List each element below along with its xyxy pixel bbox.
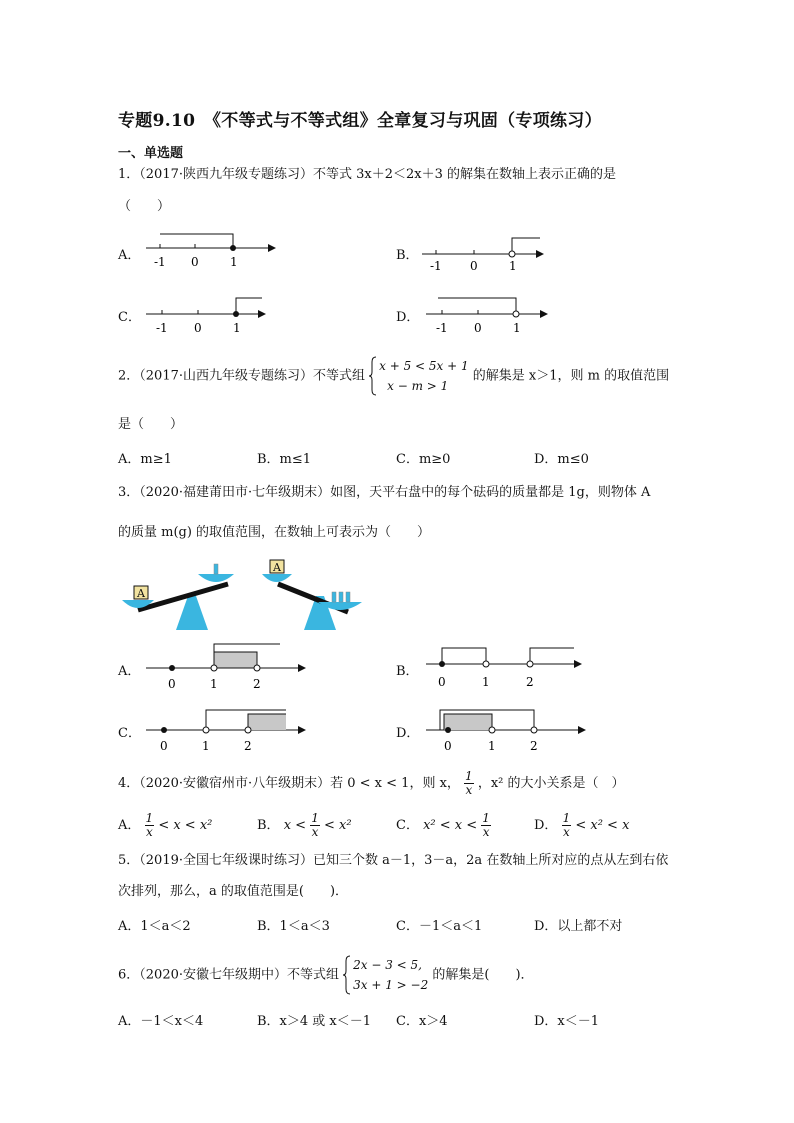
option-letter: C． (396, 818, 419, 833)
q5-line-2: 次排列，那么，a 的取值范围是( )． (118, 884, 349, 899)
q1-option-c-numberline (140, 292, 270, 336)
option-letter: A． (118, 818, 141, 833)
shaded-interval (214, 652, 257, 668)
tick-label: 0 (474, 321, 482, 335)
right-pan (198, 574, 234, 582)
open-point (509, 251, 515, 257)
q6-option-c: C．x＞4 (396, 1014, 448, 1029)
tick-label: -1 (154, 255, 166, 269)
open-point (489, 727, 495, 733)
q5-option-b: B．1＜a＜3 (257, 919, 330, 934)
option-math: < x² (323, 818, 352, 833)
q2-line-2: 是（ ） (118, 417, 184, 432)
q4-option-d (534, 812, 629, 839)
q1-option-d-label: D． (396, 310, 420, 325)
q3-option-c-numberline (140, 700, 310, 756)
q3-line-2: 的质量 m(g) 的取值范围，在数轴上可表示为（ ） (118, 525, 431, 540)
tick-label: 0 (191, 255, 199, 269)
option-letter: D． (534, 818, 558, 833)
tick-label: 0 (438, 675, 446, 689)
q6-inequality-system (343, 955, 428, 995)
open-point (513, 311, 519, 317)
weight (339, 592, 343, 602)
q2-system-line-2: x − m > 1 (387, 379, 449, 393)
section-heading: 一、单选题 (118, 146, 184, 161)
q1-blank: （ ） (118, 199, 171, 214)
solution-bracket (438, 298, 516, 314)
q1-option-d-numberline (418, 292, 552, 336)
q1-option-c-label: C． (118, 310, 141, 325)
brace-icon (343, 955, 351, 995)
q4-fraction (464, 770, 474, 797)
tick-label: 2 (526, 675, 534, 689)
left-balance (122, 564, 234, 630)
solution-bracket (530, 648, 574, 664)
q6-suffix: 的解集是( )． (432, 967, 534, 983)
q1-stem: 1．（2017·陕西九年级专题练习）不等式 3x＋2＜2x＋3 的解集在数轴上表示正确的是 (118, 167, 616, 182)
solution-bracket (512, 238, 540, 254)
open-point (254, 665, 260, 671)
tick-label: -1 (156, 321, 168, 335)
tick-label: 0 (194, 321, 202, 335)
tick-label: 2 (253, 677, 261, 691)
q6-prefix: 6．（2020·安徽七年级期中）不等式组 (118, 967, 339, 983)
q3-option-b-label: B． (396, 664, 419, 679)
option-math: < x² < x (575, 818, 630, 833)
tick-label: 1 (202, 739, 210, 753)
q4-prefix: 4．（2020·安徽宿州市·八年级期末）若 0 < x < 1，则 x， (118, 776, 460, 791)
fraction-denominator: x (465, 783, 473, 797)
solution-bracket (214, 644, 280, 652)
axis-arrow (540, 310, 548, 318)
solid-point (233, 311, 239, 317)
axis-arrow (536, 250, 544, 258)
q6-option-b: B．x＞4 或 x＜－1 (257, 1014, 372, 1029)
q4-option-a (118, 812, 212, 839)
axis-arrow (298, 726, 306, 734)
tick-label: 2 (244, 739, 252, 753)
q6-system-line-2: 3x + 1 > −2 (353, 978, 429, 992)
q2-stem (118, 356, 669, 396)
q6-option-d: D．x＜－1 (534, 1014, 600, 1029)
tick-label: 1 (210, 677, 218, 691)
weight (332, 592, 336, 602)
left-pan (262, 574, 292, 582)
solid-point (161, 727, 167, 733)
fraction: $\frac{1}{x}$ (482, 811, 490, 839)
solution-bracket (442, 648, 486, 664)
option-math: x < (283, 818, 311, 833)
q4-option-c (396, 812, 491, 839)
q3-line-1: 3．（2020·福建莆田市·七年级期末）如图，天平右盘中的每个砝码的质量都是 1g，则物体 A (118, 485, 651, 500)
tick-label: 1 (233, 321, 241, 335)
fraction: $\frac{1}{x}$ (145, 811, 154, 839)
q6-system-line-1: 2x − 3 < 5, (353, 958, 422, 972)
q1-option-a-label: A． (118, 248, 141, 263)
tick-label: 0 (470, 259, 478, 272)
object-a-label: A (273, 561, 281, 574)
weight (214, 564, 218, 574)
q2-prefix: 2．（2017·山西九年级专题练习）不等式组 (118, 368, 365, 384)
axis-arrow (574, 660, 582, 668)
tick-label: 1 (482, 675, 490, 689)
q5-option-c: C．－1＜a＜1 (396, 919, 483, 934)
q4-stem (118, 770, 625, 797)
open-point (527, 661, 533, 667)
option-math: < x < x² (158, 818, 213, 833)
tick-label: 1 (513, 321, 521, 335)
open-point (531, 727, 537, 733)
brace-icon (369, 356, 377, 396)
q6-option-a: A．－1＜x＜4 (118, 1014, 204, 1029)
q2-option-b: B．m≤1 (257, 452, 312, 467)
axis-arrow (258, 310, 266, 318)
tick-label: 1 (509, 259, 517, 272)
balance-beam (138, 584, 228, 610)
tick-label: 1 (488, 739, 496, 753)
q2-option-d: D．m≤0 (534, 452, 589, 467)
open-point (203, 727, 209, 733)
fraction-numerator: 1 (465, 769, 473, 783)
open-point (245, 727, 251, 733)
solid-point (230, 245, 236, 251)
right-balance (262, 560, 362, 630)
open-point (483, 661, 489, 667)
axis-arrow (298, 664, 306, 672)
q3-option-d-numberline (420, 700, 590, 756)
solid-point (169, 665, 175, 671)
page-title: 专题9.10 《不等式与不等式组》全章复习与巩固（专项练习） (118, 111, 602, 131)
q5-option-a: A．1＜a＜2 (118, 919, 191, 934)
q3-option-a-numberline (140, 640, 310, 696)
weight (346, 592, 350, 602)
q5-option-d: D．以上都不对 (534, 919, 623, 934)
q2-option-c: C．m≥0 (396, 452, 451, 467)
tick-label: 0 (160, 739, 168, 753)
q2-system-line-1: x + 5 < 5x + 1 (379, 359, 469, 373)
tick-label: 0 (168, 677, 176, 691)
q1-option-a-numberline (140, 228, 280, 272)
balance-scale-illustration (118, 556, 368, 632)
q2-inequality-system (369, 356, 469, 396)
shaded-interval (444, 714, 492, 730)
q2-option-a: A．m≥1 (118, 452, 172, 467)
fraction: $\frac{1}{x}$ (562, 811, 571, 839)
tick-label: 1 (230, 255, 238, 269)
solid-point (439, 661, 445, 667)
q1-option-b-numberline (418, 228, 548, 272)
q2-suffix: 的解集是 x＞1，则 m 的取值范围 (472, 368, 670, 384)
q3-option-b-numberline (420, 640, 586, 696)
tick-label: -1 (430, 259, 442, 272)
q4-suffix: ，x² 的大小关系是（ ） (477, 776, 625, 791)
shaded-interval (248, 714, 286, 730)
solution-bracket (160, 234, 233, 248)
balance-base (176, 596, 208, 630)
option-math: x² < x < (423, 818, 482, 833)
axis-arrow (268, 244, 276, 252)
q3-option-c-label: C． (118, 726, 141, 741)
axis-arrow (578, 726, 586, 734)
tick-label: 0 (444, 739, 452, 753)
q3-option-a-label: A． (118, 664, 141, 679)
object-a-label: A (137, 587, 145, 600)
option-letter: B． (257, 818, 280, 833)
q4-option-b (257, 812, 352, 839)
fraction: $\frac{1}{x}$ (311, 811, 319, 839)
open-point (211, 665, 217, 671)
q1-option-b-label: B． (396, 248, 419, 263)
solid-point (445, 727, 451, 733)
q6-stem (118, 955, 534, 995)
tick-label: -1 (436, 321, 448, 335)
q3-option-d-label: D． (396, 726, 420, 741)
q5-line-1: 5．（2019·全国七年级课时练习）已知三个数 a－1，3－a，2a 在数轴上所对应的点从左到右依 (118, 853, 669, 868)
tick-label: 2 (530, 739, 538, 753)
